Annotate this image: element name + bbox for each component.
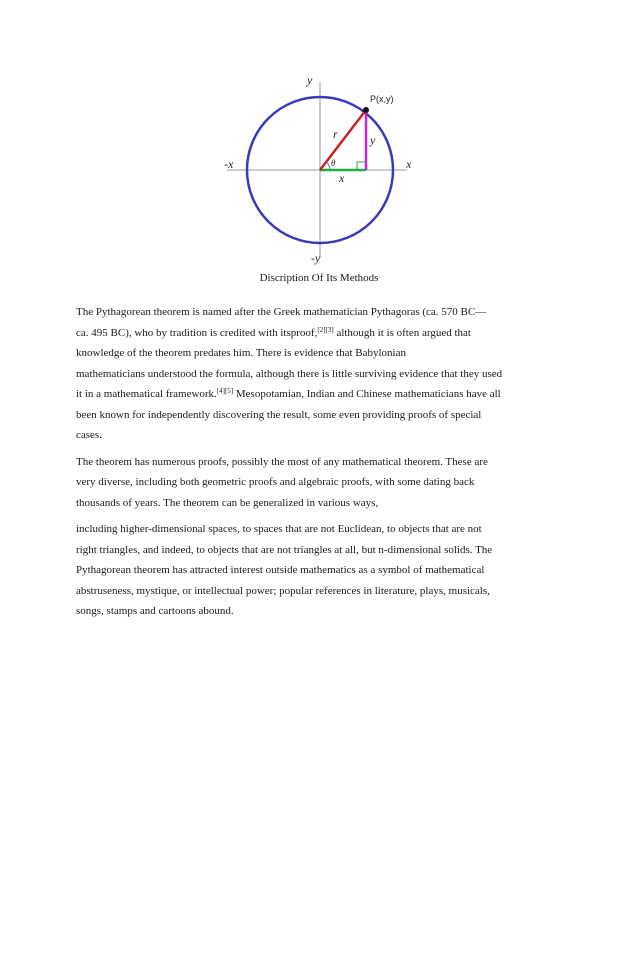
text-line: The Pythagorean theorem is named after the Greek mathematician Pythagoras (ca. 570 BC— (76, 306, 487, 318)
text-line: it in a mathematical framework.[4][5] Mesopotamian, Indian and Chinese mathematicians have all (76, 387, 501, 400)
label-y-top: y (307, 73, 313, 87)
text-line: including higher-dimensional spaces, to spaces that are not Euclidean, to objects that are not (76, 523, 482, 535)
label-radius: r (333, 127, 338, 141)
text-line: been known for independently discovering the result, some even providing proofs of special (76, 408, 482, 421)
text-line: cases. (76, 429, 102, 441)
text-line: ca. 495 BC), who by tradition is credited with itsproof,[2][3] although it is often argued that (76, 325, 471, 339)
text-line: mathematicians understood the formula, although there is little surviving evidence that they used (76, 367, 503, 380)
body-text (76, 302, 556, 622)
point-p (363, 107, 369, 113)
radius-line (320, 110, 366, 170)
text-line: right triangles, and indeed, to objects that are not triangles at all, but n-dimensional solids. The (76, 543, 493, 556)
paragraph (76, 452, 556, 514)
label-x-right: x (406, 157, 412, 171)
paragraph (76, 519, 556, 622)
label-x-left: -x (224, 157, 234, 171)
figure-caption: Discription Of Its Methods (259, 272, 379, 284)
text-line: knowledge of the theorem predates him. There is evidence that Babylonian (76, 347, 406, 359)
label-horizontal-leg: x (339, 171, 345, 185)
text-line: The theorem has numerous proofs, possibly the most of any mathematical theorem. These are (76, 455, 488, 468)
label-y-bottom: -y (311, 251, 321, 265)
citation-superscript[interactable]: [2][3] (317, 325, 334, 334)
label-vertical-leg: y (370, 133, 376, 147)
text-line: very diverse, including both geometric proofs and algebraic proofs, with some dating back (76, 476, 475, 488)
citation-superscript[interactable]: [4][5] (216, 387, 234, 395)
label-angle: θ (331, 158, 336, 168)
text-line: thousands of years. The theorem can be generalized in various ways, (76, 496, 379, 509)
text-line: Pythagorean theorem has attracted interest outside mathematics as a symbol of mathematical (76, 564, 485, 576)
text-line: songs, stamps and cartoons abound. (76, 605, 234, 617)
paragraph (76, 302, 556, 446)
text-line: abstruseness, mystique, or intellectual power; popular references in literature, plays, musicals, (76, 584, 490, 597)
unit-circle-diagram (215, 68, 420, 268)
label-point: P(x,y) (370, 94, 394, 104)
unit-circle-figure (215, 68, 420, 268)
